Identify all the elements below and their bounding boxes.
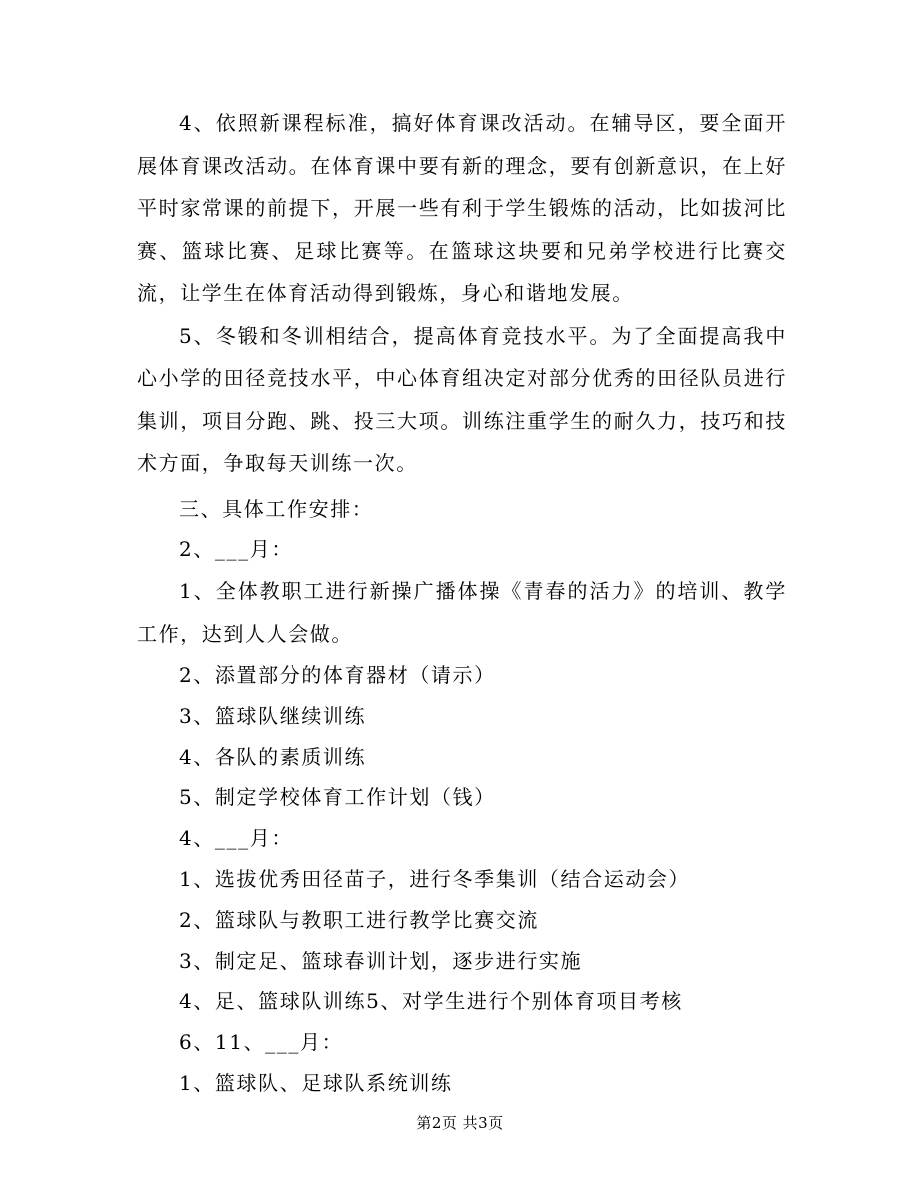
month-2-item-2: 2、篮球队与教职工进行教学比赛交流 (179, 907, 539, 932)
month-1-item-5: 5、制定学校体育工作计划（钱） (179, 785, 496, 810)
month-3-item-1: 1、篮球队、足球队系统训练 (179, 1071, 453, 1096)
month-1-item-2: 2、添置部分的体育器材（请示） (179, 663, 496, 688)
paragraph-pe-reform: 4、依照新课程标准，搞好体育课改活动。在辅导区，要全面开展体育课改活动。在体育课中要有新的理念，要有创新意识，在上好平时家常课的前提下，开展一些有利于学生锻炼的活动，比如拔河比赛、篮球比赛、足球比赛等。在篮球这块要和兄弟学校进行比赛交流，让学生在体育活动得到锻炼，身心和谐地发展。 (137, 111, 787, 305)
month-1-item-1: 1、全体教职工进行新操广播体操《青春的活力》的培训、教学工作，达到人人会做。 (137, 579, 787, 646)
section-heading: 三、具体工作安排： (179, 496, 374, 521)
month-heading-1: 2、___月： (179, 537, 293, 562)
month-heading-2: 4、___月： (179, 826, 293, 851)
month-2-item-1: 1、选拔优秀田径苗子，进行冬季集训（结合运动会） (179, 867, 691, 892)
document-body (137, 102, 787, 1104)
month-2-item-3: 3、制定足、篮球春训计划，逐步进行实施 (179, 948, 583, 973)
month-2-item-4: 4、足、篮球队训练5、对学生进行个别体育项目考核 (179, 989, 683, 1014)
paragraph-winter-training: 5、冬锻和冬训相结合，提高体育竞技水平。为了全面提高我中心小学的田径竞技水平，中心体育组决定对部分优秀的田径队员进行集训，项目分跑、跳、投三大项。训练注重学生的耐久力，技巧和技术方面，争取每天训练一次。 (137, 323, 787, 475)
month-heading-3: 6、11、___月： (179, 1030, 344, 1055)
month-1-item-4: 4、各队的素质训练 (179, 744, 367, 769)
page-number-footer: 第2页 共3页 (416, 1114, 504, 1132)
month-1-item-3: 3、篮球队继续训练 (179, 703, 367, 728)
